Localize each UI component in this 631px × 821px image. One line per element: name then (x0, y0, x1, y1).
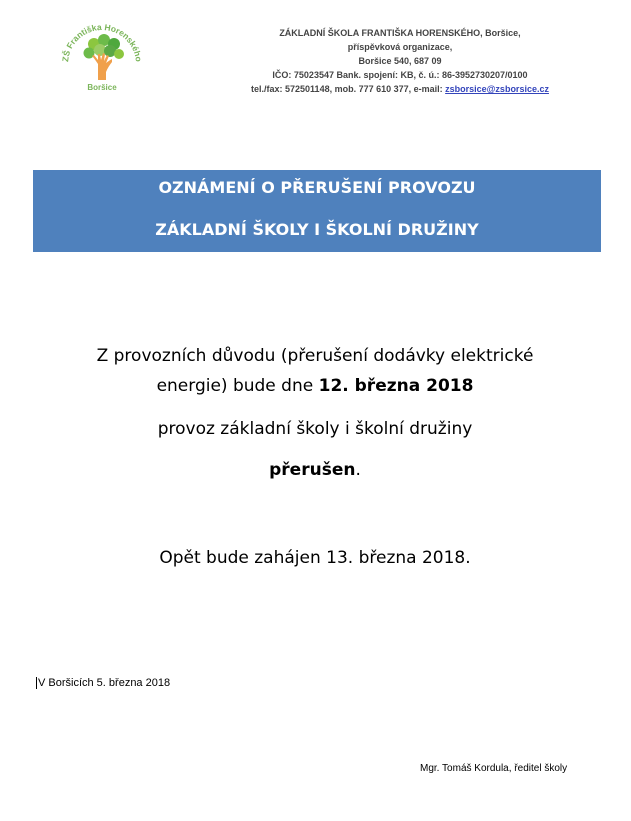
logo-arc-text: ZŠ Františka Horenského (60, 21, 144, 63)
header-phone: tel./fax: 572501148, mob. 777 610 377, e-mail: (251, 84, 446, 94)
school-header (230, 26, 570, 96)
notice-line3: provoz základní školy i školní družiny (157, 419, 473, 439)
header-bank-info: IČO: 75023547 Bank. spojení: KB, č. ú.: 86-3952730207/0100 (272, 70, 528, 80)
announcement-banner (33, 170, 601, 252)
header-organization-type: příspěvková organizace, (347, 42, 453, 52)
notice-line4 (40, 460, 590, 480)
signature: Mgr. Tomáš Kordula, ředitel školy (420, 763, 568, 774)
header-school-name: ZÁKLADNÍ ŠKOLA FRANTIŠKA HORENSKÉHO, Boršice, (279, 28, 521, 38)
header-contact (230, 82, 570, 96)
tree-with-hand-icon (54, 14, 150, 94)
interrupted-word: přerušen (269, 460, 356, 480)
notice-line2-text: energie) bude dne (156, 376, 319, 396)
header-address: Boršice 540, 687 09 (358, 56, 442, 66)
email-link[interactable]: zsborsice@zsborsice.cz (445, 84, 549, 94)
reopening-notice: Opět bude zahájen 13. března 2018. (159, 548, 471, 568)
notice-paragraph (40, 341, 590, 401)
notice-line4-period: . (355, 460, 361, 480)
closure-date: 12. března 2018 (318, 376, 474, 396)
banner-title-line2: ZÁKLADNÍ ŠKOLY I ŠKOLNÍ DRUŽINY (155, 220, 479, 239)
notice-line1: Z provozních důvodu (přerušení dodávky elektrické (96, 346, 534, 366)
school-logo (54, 14, 150, 94)
banner-title-line1: OZNÁMENÍ O PŘERUŠENÍ PROVOZU (158, 178, 476, 197)
notice-line2 (40, 371, 590, 401)
logo-bottom-text: Boršice (87, 83, 117, 92)
place-and-date: V Boršicích 5. března 2018 (38, 677, 171, 689)
